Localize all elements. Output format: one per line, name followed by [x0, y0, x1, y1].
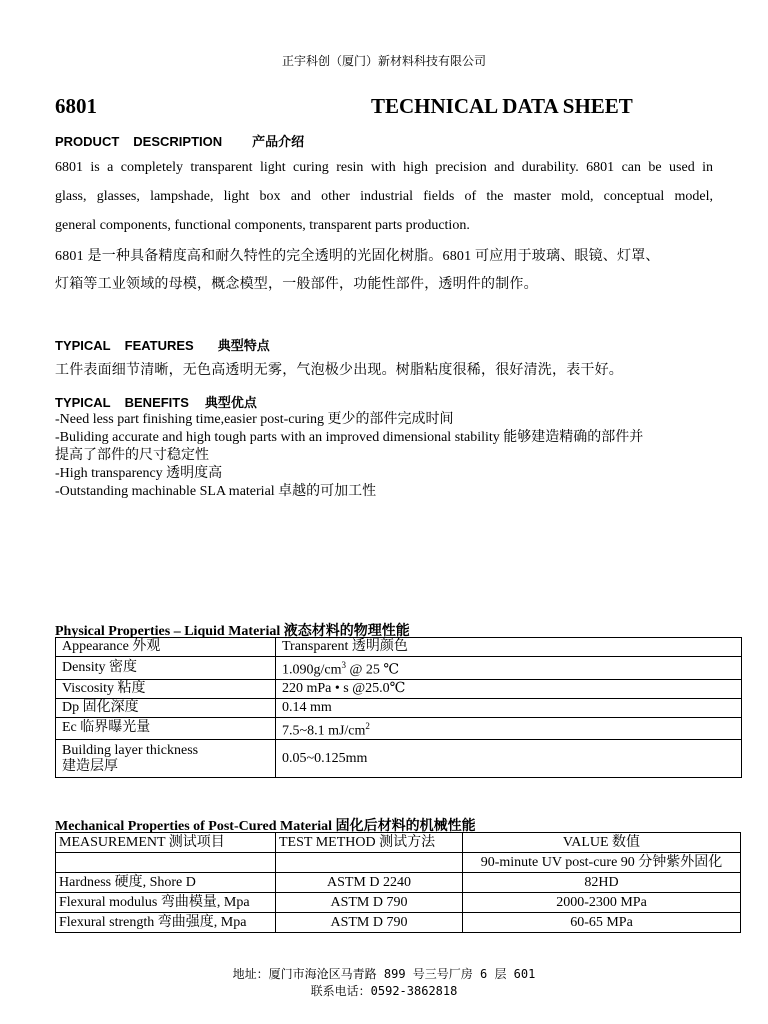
empty-cell: [276, 853, 463, 873]
value-sup: 2: [365, 720, 370, 731]
physical-properties-title: Physical Properties – Liquid Material 液态材料的物理性能: [55, 624, 410, 639]
header-value: VALUE 数值: [463, 833, 741, 853]
table-row: [56, 679, 742, 698]
value-sup: 3: [341, 660, 346, 670]
benefit-item: 提高了部件的尺寸稳定性: [55, 448, 209, 463]
value-cell: 60-65 MPa: [463, 913, 741, 933]
property-cell: Density 密度: [56, 657, 276, 680]
header-measurement: MEASUREMENT 测试项目: [56, 833, 276, 853]
heading-cn: 产品介绍: [252, 134, 305, 149]
heading-en-1: TYPICAL: [55, 338, 111, 353]
value-cell: Transparent 透明颜色: [276, 638, 742, 657]
table-row: [56, 913, 741, 933]
property-cell: Dp 固化深度: [56, 698, 276, 717]
table-header-row: [56, 833, 741, 853]
mechanical-properties-table: [55, 832, 741, 933]
description-en-line-3: general components, functional components, transparent parts production.: [55, 218, 470, 233]
heading-en-2: BENEFITS: [124, 395, 189, 410]
physical-properties-table: [55, 637, 742, 778]
method-cell: ASTM D 2240: [276, 873, 463, 893]
description-en-line-2: glass, glasses, lampshade, light box and other industrial fields of the master mold, conceptual model,: [55, 189, 713, 204]
property-line-1: Building layer thickness: [62, 742, 199, 758]
property-line-2: 建造层厚: [62, 758, 118, 774]
mechanical-properties-title: Mechanical Properties of Post-Cured Material 固化后材料的机械性能: [55, 819, 476, 834]
typical-benefits-heading: [55, 392, 257, 411]
measurement-cell: Hardness 硬度, Shore D: [56, 873, 276, 893]
benefit-item: -High transparency 透明度高: [55, 466, 223, 481]
description-cn-line-1: 6801 是一种具备精度高和耐久特性的完全透明的光固化树脂。6801 可应用于玻璃、眼镜、灯罩、: [55, 249, 660, 264]
heading-cn: 典型特点: [217, 338, 270, 353]
method-cell: ASTM D 790: [276, 913, 463, 933]
footer-address: 地址：厦门市海沧区马青路 899 号三号厂房 6 层 601: [232, 967, 536, 981]
typical-features-heading: [55, 335, 270, 354]
subheader-value: 90-minute UV post-cure 90 分钟紫外固化: [463, 853, 741, 873]
heading-en-1: PRODUCT: [55, 134, 120, 149]
product-code: 6801: [55, 94, 97, 118]
property-cell: [56, 740, 276, 778]
value-cell: [276, 717, 742, 740]
heading-en-1: TYPICAL: [55, 395, 111, 410]
measurement-cell: Flexural strength 弯曲强度, Mpa: [56, 913, 276, 933]
table-row: [56, 657, 742, 680]
value-cell: [276, 657, 742, 680]
benefits-list: [55, 411, 643, 501]
table-row: [56, 873, 741, 893]
measurement-cell: Flexural modulus 弯曲模量, Mpa: [56, 893, 276, 913]
heading-en-2: FEATURES: [124, 338, 194, 353]
footer-phone: 联系电话：0592-3862818: [310, 984, 458, 998]
property-cell: Appearance 外观: [56, 638, 276, 657]
table-row: [56, 893, 741, 913]
heading-cn: 典型优点: [204, 395, 257, 410]
description-cn-line-2: 灯箱等工业领域的母模，概念模型，一般部件，功能性部件，透明件的制作。: [55, 277, 538, 292]
company-header: 正宇科创（厦门）新材料科技有限公司: [281, 54, 486, 68]
property-cell: Ec 临界曝光量: [56, 717, 276, 740]
value-cell: 0.14 mm: [276, 698, 742, 717]
value-cell: 82HD: [463, 873, 741, 893]
value-cell: 0.05~0.125mm: [276, 740, 742, 778]
typical-features-text: 工件表面细节清晰，无色高透明无雾，气泡极少出现。树脂粘度很稀，很好清洗，表干好。: [55, 363, 623, 378]
empty-cell: [56, 853, 276, 873]
table-row: [56, 717, 742, 740]
document-title: TECHNICAL DATA SHEET: [371, 94, 633, 118]
header-method: TEST METHOD 测试方法: [276, 833, 463, 853]
value-cell: 220 mPa • s @25.0℃: [276, 679, 742, 698]
table-row: [56, 698, 742, 717]
value-tail: @ 25 ℃: [346, 662, 400, 678]
table-subheader-row: [56, 853, 741, 873]
value-main: 1.090g/cm: [282, 662, 342, 678]
method-cell: ASTM D 790: [276, 893, 463, 913]
value-main: 7.5~8.1 mJ/cm: [282, 723, 366, 739]
property-cell: Viscosity 粘度: [56, 679, 276, 698]
benefit-item: -Buliding accurate and high tough parts with an improved dimensional stability 能够建造精确的部件并: [55, 430, 644, 445]
value-cell: 2000-2300 MPa: [463, 893, 741, 913]
table-row: [56, 638, 742, 657]
benefit-item: -Need less part finishing time,easier post-curing 更少的部件完成时间: [55, 412, 454, 427]
product-description-heading: [55, 131, 304, 150]
table-row: [56, 740, 742, 778]
benefit-item: -Outstanding machinable SLA material 卓越的可加工性: [55, 484, 377, 499]
heading-en-2: DESCRIPTION: [133, 134, 223, 149]
description-en-line-1: 6801 is a completely transparent light curing resin with high precision and durability. 6801 can be used in: [55, 160, 713, 175]
